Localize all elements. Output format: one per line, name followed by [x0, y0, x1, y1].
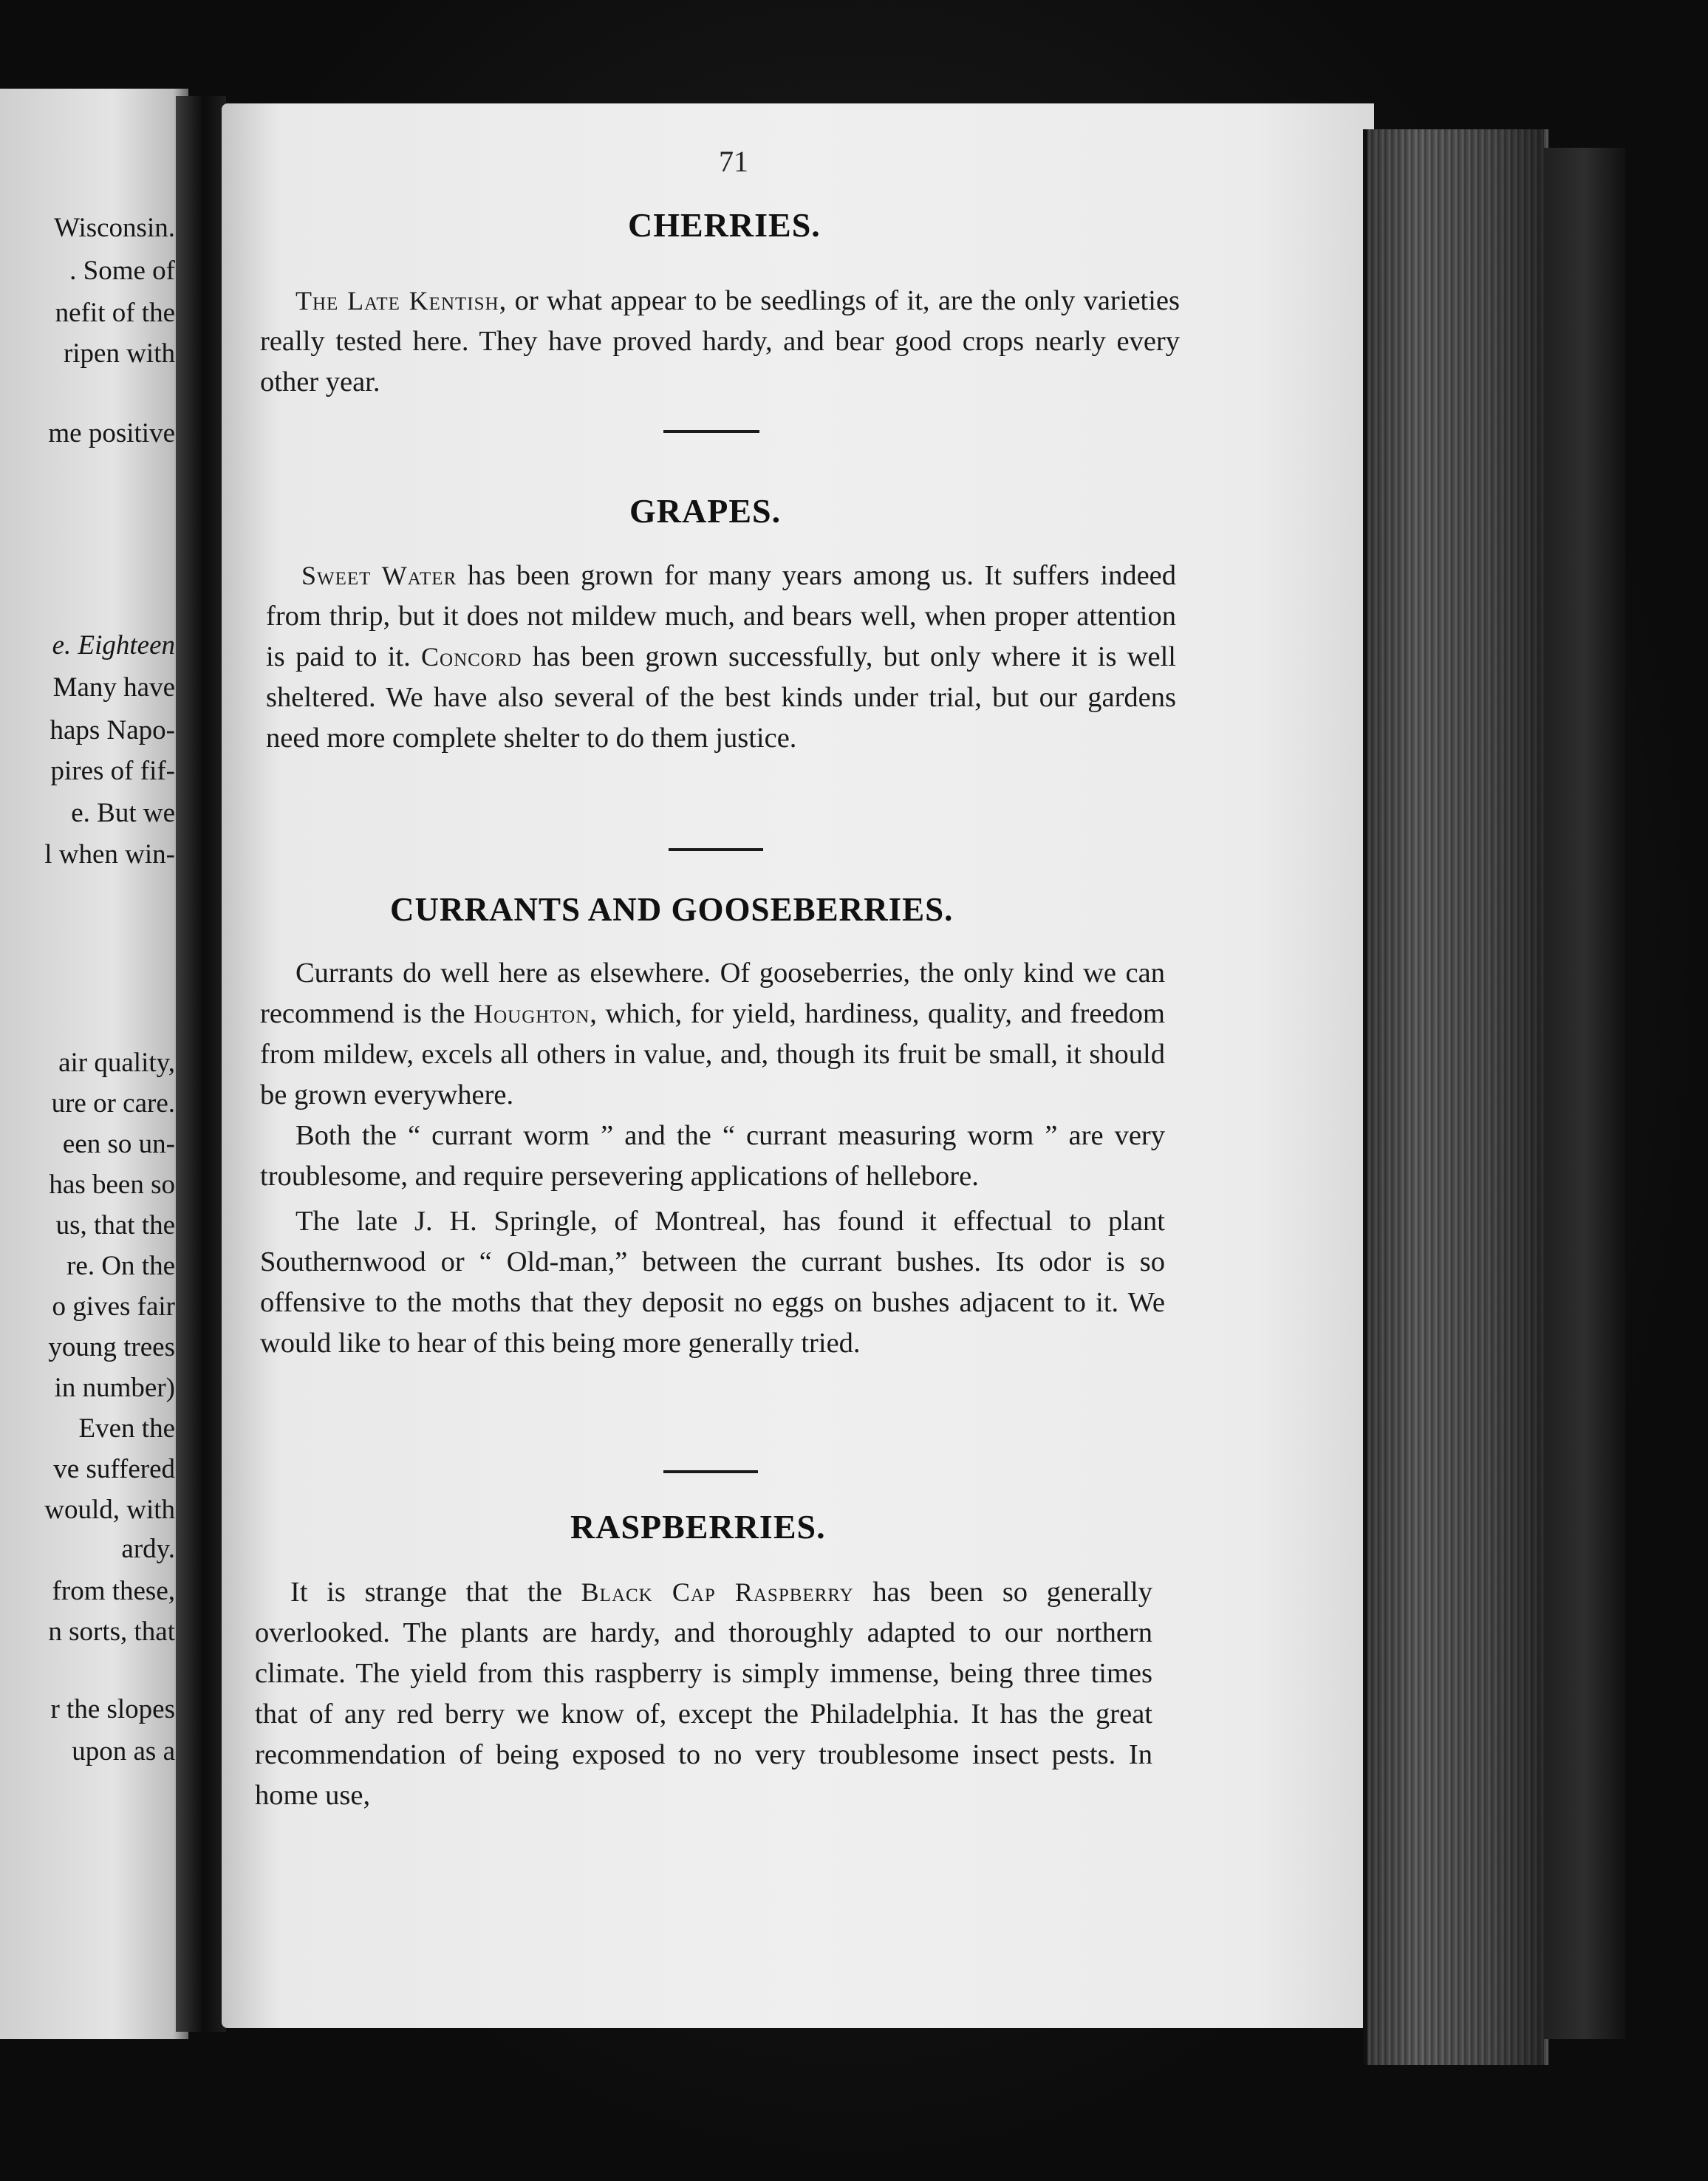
section-divider: [663, 430, 759, 433]
left-line: would, with: [44, 1495, 175, 1525]
text-run: has been grown successfully, but only where it is well sheltered. We have also several of the best kinds under trial, but our gardens need more complete shelter to do them justice.: [266, 641, 1176, 754]
paragraph: [260, 953, 1165, 1116]
heading-cherries: CHERRIES.: [628, 206, 821, 244]
left-line: re. On the: [66, 1251, 175, 1281]
section-divider: [663, 1470, 758, 1473]
left-line: ripen with: [63, 338, 175, 369]
text-run: , or what appear to be seedlings of it, are the only varieties really tested here. They have proved hardy, and bear good crops nearly every other year.: [260, 285, 1180, 397]
left-line: o gives fair: [52, 1291, 175, 1322]
book-gutter: [176, 96, 226, 2032]
variety-name: Concord: [421, 642, 522, 672]
variety-name: Sweet Water: [301, 561, 457, 590]
left-line-italic: e. Eighteen: [52, 630, 175, 661]
left-line: ve suffered: [53, 1454, 175, 1484]
text-run: , which, for yield, hardiness, quality, and freedom from mildew, excels all others in value, and, though its fruit be small, it should be grown everywhere.: [260, 998, 1165, 1110]
heading-currants-gooseberries: CURRANTS AND GOOSEBERRIES.: [390, 891, 954, 928]
left-line: young trees: [48, 1332, 175, 1362]
text-run: has been grown for many years among us. It suffers indeed from thrip, but it does not mildew much, and bears well, when proper attention is paid to it.: [266, 560, 1176, 672]
left-line: air quality,: [58, 1048, 175, 1078]
page-edges-shadow: [1363, 129, 1544, 2065]
heading-grapes: GRAPES.: [629, 492, 782, 530]
paragraph-currants: [260, 953, 1165, 1364]
paragraph: [260, 281, 1180, 403]
left-line: [52, 632, 175, 659]
left-facing-page: [0, 89, 188, 2039]
heading-raspberries: RASPBERRIES.: [570, 1508, 826, 1546]
left-line: me positive: [48, 418, 175, 448]
left-line: us, that the: [55, 1210, 175, 1240]
page-number: 71: [719, 145, 748, 178]
left-line: ure or care.: [51, 1088, 175, 1119]
left-line: n sorts, that: [48, 1617, 175, 1647]
left-line: from these,: [52, 1576, 175, 1606]
variety-name: Black Cap Raspberry: [581, 1577, 854, 1607]
left-line: upon as a: [72, 1736, 175, 1767]
left-line: e. But we: [71, 798, 175, 828]
text-run: has been so generally overlooked. The plants are hardy, and thoroughly adapted to our northern climate. The yield from this raspberry is simply immense, being three times that of any red berry we know of, except the Philadelphia. It has the great recommendation of being exposed to no very troublesome insect pests. In home use,: [255, 1577, 1152, 1811]
left-line: Wisconsin.: [54, 213, 175, 243]
left-line: pires of fif-: [50, 756, 175, 786]
left-line: r the slopes: [50, 1694, 175, 1724]
paragraph-cherries: [260, 281, 1180, 403]
text-run: It is strange that the: [290, 1577, 581, 1608]
section-divider: [669, 848, 763, 851]
paragraph-grapes: [266, 556, 1176, 759]
paragraph-raspberries: [255, 1572, 1152, 1816]
left-line: Even the: [78, 1413, 175, 1444]
paragraph: [255, 1572, 1152, 1816]
left-line: has been so: [49, 1170, 175, 1200]
paragraph: Both the “ currant worm ” and the “ currant measuring worm ” are very troublesome, and require persevering applications of hellebore.: [260, 1120, 1165, 1192]
paragraph: The late J. H. Springle, of Montreal, has found it effectual to plant Southernwood or “ Old-man,” between the currant bushes. Its odor is so offensive to the moths that they deposit no eggs on bushes adjacent to it. We would like to hear of this being more generally tried.: [260, 1206, 1165, 1359]
left-line: l when win-: [44, 839, 175, 870]
left-line: . Some of: [69, 256, 175, 286]
left-line: haps Napo-: [49, 715, 175, 745]
left-line: Many have: [52, 672, 175, 703]
left-line: een so un-: [62, 1129, 175, 1159]
text-run: Currants do well here as elsewhere. Of gooseberries, the only kind we can recommend is the: [260, 958, 1165, 1029]
variety-name: The Late Kentish: [296, 286, 499, 315]
left-line: ardy.: [121, 1534, 175, 1564]
paragraph: [266, 556, 1176, 759]
book-cover-edge: [1544, 148, 1625, 2039]
left-line: nefit of the: [55, 298, 175, 328]
left-line: in number): [54, 1373, 175, 1403]
variety-name: Houghton: [474, 999, 590, 1028]
